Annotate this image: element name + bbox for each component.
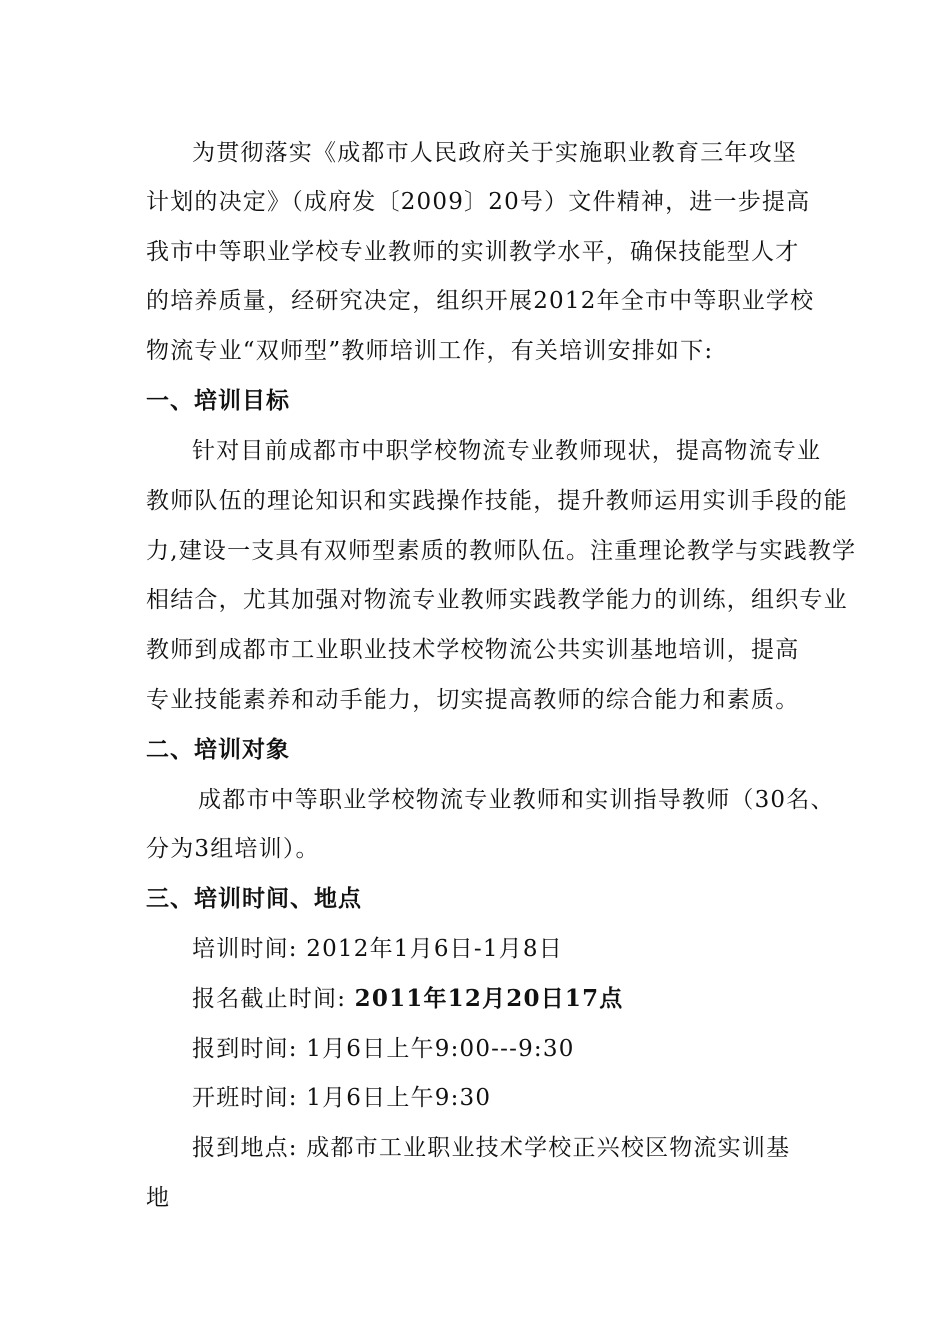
section-1-line-6: 专业技能素养和动手能力，切实提高教师的综合能力和素质。 [146, 687, 800, 713]
opening-time-row [192, 1082, 872, 1114]
checkin-time-label: 报到时间: [192, 1036, 298, 1062]
intro-line-3: 我市中等职业学校专业教师的实训教学水平，确保技能型人才 [146, 239, 800, 265]
location-row [192, 1132, 872, 1164]
deadline-label: 报名截止时间: [192, 986, 347, 1012]
intro-line-4: 的培养质量，经研究决定，组织开展2012年全市中等职业学校 [146, 288, 815, 314]
intro-line-1: 为贯彻落实《成都市人民政府关于实施职业教育三年攻坚 [192, 140, 797, 166]
intro-line-5: 物流专业“双师型”教师培训工作，有关培训安排如下: [146, 338, 714, 364]
section-1-line-4: 相结合，尤其加强对物流专业教师实践教学能力的训练，组织专业 [146, 587, 848, 613]
training-time-label: 培训时间: [192, 936, 298, 962]
checkin-time-value: 1月6日上午9:00---9:30 [306, 1036, 575, 1062]
section-1-line-3: 力,建设一支具有双师型素质的教师队伍。注重理论教学与实践教学 [146, 538, 857, 564]
training-time-row [192, 933, 872, 965]
section-1-heading: 一、培训目标 [146, 388, 290, 414]
section-2-line-1: 成都市中等职业学校物流专业教师和实训指导教师（30名、 [198, 787, 835, 813]
section-3-heading: 三、培训时间、地点 [146, 886, 362, 912]
checkin-time-row [192, 1033, 872, 1065]
location-label: 报到地点: [192, 1135, 298, 1161]
deadline-value: 2011年12月20日17点 [354, 985, 624, 1012]
opening-time-value: 1月6日上午9:30 [306, 1085, 492, 1111]
section-1-line-2: 教师队伍的理论知识和实践操作技能，提升教师运用实训手段的能 [146, 488, 848, 514]
opening-time-label: 开班时间: [192, 1085, 298, 1111]
section-2-line-2: 分为3组培训）。 [146, 836, 320, 862]
deadline-row [192, 983, 872, 1015]
location-continued: 地 [146, 1185, 171, 1211]
section-2-heading: 二、培训对象 [146, 737, 290, 763]
section-1-line-5: 教师到成都市工业职业技术学校物流公共实训基地培训，提高 [146, 637, 800, 663]
intro-line-2: 计划的决定》（成府发〔2009〕20号）文件精神，进一步提高 [146, 189, 811, 215]
section-1-line-1: 针对目前成都市中职学校物流专业教师现状，提高物流专业 [192, 438, 822, 464]
location-value: 成都市工业职业技术学校正兴校区物流实训基 [306, 1135, 791, 1161]
training-time-value: 2012年1月6日-1月8日 [306, 936, 563, 962]
